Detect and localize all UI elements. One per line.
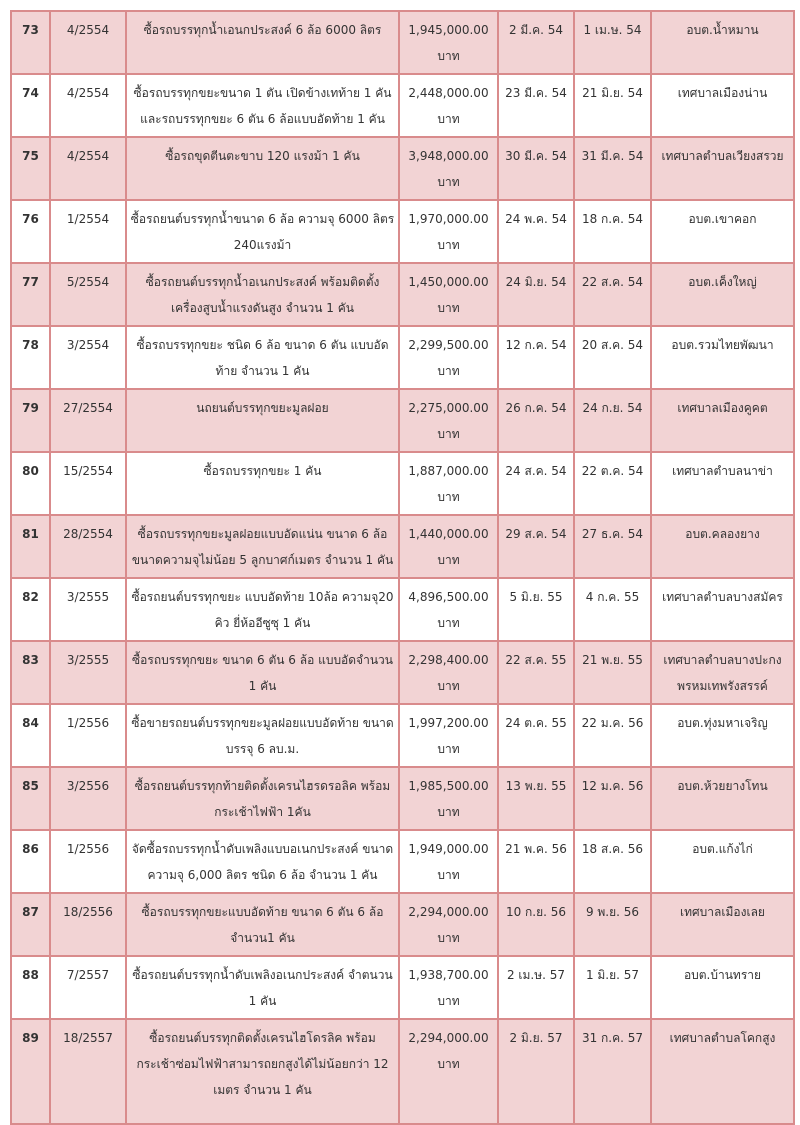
agency-name: เทศบาลเมืองคูคต bbox=[651, 389, 794, 452]
amount-value: 1,949,000.00 bbox=[408, 842, 489, 856]
contract-number: 4/2554 bbox=[50, 11, 126, 74]
amount bbox=[399, 704, 498, 767]
start-date: 2 มิ.ย. 57 bbox=[498, 1019, 574, 1124]
agency-name: อบต.บ้านทราย bbox=[651, 956, 794, 1019]
end-date: 1 เม.ษ. 54 bbox=[574, 11, 651, 74]
end-date: 1 มิ.ย. 57 bbox=[574, 956, 651, 1019]
start-date: 24 ต.ค. 55 bbox=[498, 704, 574, 767]
item-description: ซื้อรถยนต์บรรทุกติดตั้งเครนไฮโดรลิค พร้อมกระเช้าซ่อมไฟฟ้าสามารถยกสูงได้ไม่น้อยกว่า 12 เมตร จำนวน 1 คัน bbox=[126, 1019, 399, 1124]
amount-value: 1,887,000.00 bbox=[408, 464, 489, 478]
contract-number: 4/2554 bbox=[50, 137, 126, 200]
amount bbox=[399, 515, 498, 578]
contract-number: 1/2554 bbox=[50, 200, 126, 263]
amount-value: 2,294,000.00 bbox=[408, 905, 489, 919]
agency-name: อบต.รวมไทยพัฒนา bbox=[651, 326, 794, 389]
item-description: ซื้อรถบรรทุกน้ำเอนกประสงค์ 6 ล้อ 6000 ลิตร bbox=[126, 11, 399, 74]
amount-value: 2,448,000.00 bbox=[408, 86, 489, 100]
contract-number: 3/2554 bbox=[50, 326, 126, 389]
agency-name: อบต.คลองยาง bbox=[651, 515, 794, 578]
contract-number: 3/2555 bbox=[50, 578, 126, 641]
agency-name: เทศบาลตำบลบางปะกง พรหมเทพรังสรรค์ bbox=[651, 641, 794, 704]
end-date: 31 ก.ค. 57 bbox=[574, 1019, 651, 1124]
amount-currency: บาท bbox=[437, 112, 460, 126]
table-body bbox=[11, 11, 794, 1124]
row-number: 86 bbox=[11, 830, 50, 893]
item-description: ซื้อรถยนต์บรรทุกขยะ แบบอัดท้าย 10ล้อ ความจุ20 คิว ยี่ห้ออีซูซุ 1 คัน bbox=[126, 578, 399, 641]
row-number: 78 bbox=[11, 326, 50, 389]
amount-value: 2,294,000.00 bbox=[408, 1031, 489, 1045]
row-number: 77 bbox=[11, 263, 50, 326]
table-row bbox=[11, 137, 794, 200]
contract-number: 18/2556 bbox=[50, 893, 126, 956]
amount bbox=[399, 1019, 498, 1124]
amount bbox=[399, 578, 498, 641]
end-date: 9 พ.ย. 56 bbox=[574, 893, 651, 956]
procurement-table bbox=[10, 10, 795, 1125]
start-date: 23 มี.ค. 54 bbox=[498, 74, 574, 137]
item-description: ซื้อรถบรรทุกขยะแบบอัดท้าย ขนาด 6 ตัน 6 ล้อ จำนวน1 คัน bbox=[126, 893, 399, 956]
end-date: 21 พ.ย. 55 bbox=[574, 641, 651, 704]
amount-currency: บาท bbox=[437, 679, 460, 693]
item-description: ซื้อรถบรรทุกขยะมูลฝอยแบบอัดแน่น ขนาด 6 ล้อ ขนาดความจุไม่น้อย 5 ลูกบาศก์เมตร จำนวน 1 คัน bbox=[126, 515, 399, 578]
amount bbox=[399, 767, 498, 830]
amount-currency: บาท bbox=[437, 490, 460, 504]
row-number: 84 bbox=[11, 704, 50, 767]
agency-name: อบต.เขาคอก bbox=[651, 200, 794, 263]
item-description: ซื้อขายรถยนต์บรรทุกขยะมูลฝอยแบบอัดท้าย ขนาด บรรจุ 6 ลบ.ม. bbox=[126, 704, 399, 767]
start-date: 12 ก.ค. 54 bbox=[498, 326, 574, 389]
item-description: ซื้อรถบรรทุกขยะ ขนาด 6 ตัน 6 ล้อ แบบอัดจำนวน 1 คัน bbox=[126, 641, 399, 704]
table-row bbox=[11, 1019, 794, 1124]
table-row bbox=[11, 893, 794, 956]
start-date: 30 มี.ค. 54 bbox=[498, 137, 574, 200]
amount-currency: บาท bbox=[437, 427, 460, 441]
end-date: 18 ส.ค. 56 bbox=[574, 830, 651, 893]
table-row bbox=[11, 704, 794, 767]
table-row bbox=[11, 326, 794, 389]
amount-currency: บาท bbox=[437, 868, 460, 882]
amount-currency: บาท bbox=[437, 364, 460, 378]
item-description: ซื้อรถยนต์บรรทุกน้ำดับเพลิงอเนกประสงค์ จำตนวน 1 คัน bbox=[126, 956, 399, 1019]
start-date: 10 ก.ย. 56 bbox=[498, 893, 574, 956]
start-date: 24 พ.ค. 54 bbox=[498, 200, 574, 263]
amount bbox=[399, 830, 498, 893]
table-row bbox=[11, 767, 794, 830]
table-row bbox=[11, 452, 794, 515]
table-row bbox=[11, 11, 794, 74]
amount-currency: บาท bbox=[437, 238, 460, 252]
row-number: 79 bbox=[11, 389, 50, 452]
contract-number: 18/2557 bbox=[50, 1019, 126, 1124]
amount bbox=[399, 326, 498, 389]
table-row bbox=[11, 641, 794, 704]
row-number: 88 bbox=[11, 956, 50, 1019]
agency-name: เทศบาลเมืองเลย bbox=[651, 893, 794, 956]
row-number: 75 bbox=[11, 137, 50, 200]
end-date: 22 ม.ค. 56 bbox=[574, 704, 651, 767]
amount-currency: บาท bbox=[437, 1057, 460, 1071]
start-date: 5 มิ.ย. 55 bbox=[498, 578, 574, 641]
amount-currency: บาท bbox=[437, 742, 460, 756]
amount-value: 2,275,000.00 bbox=[408, 401, 489, 415]
start-date: 21 พ.ค. 56 bbox=[498, 830, 574, 893]
agency-name: อบต.เค็งใหญ่ bbox=[651, 263, 794, 326]
item-description: นถยนต์บรรทุกขยะมูลฝอย bbox=[126, 389, 399, 452]
contract-number: 28/2554 bbox=[50, 515, 126, 578]
contract-number: 27/2554 bbox=[50, 389, 126, 452]
amount-currency: บาท bbox=[437, 616, 460, 630]
table-row bbox=[11, 515, 794, 578]
amount-value: 2,299,500.00 bbox=[408, 338, 489, 352]
row-number: 74 bbox=[11, 74, 50, 137]
table-row bbox=[11, 263, 794, 326]
amount bbox=[399, 641, 498, 704]
agency-name: อบต.แก้งไก่ bbox=[651, 830, 794, 893]
amount-currency: บาท bbox=[437, 994, 460, 1008]
start-date: 26 ก.ค. 54 bbox=[498, 389, 574, 452]
amount-value: 1,450,000.00 bbox=[408, 275, 489, 289]
item-description: ซื้อรถยนต์บรรทุกน้ำอเนกประสงค์ พร้อมติดตั้งเครื่องสูบน้ำแรงดันสูง จำนวน 1 คัน bbox=[126, 263, 399, 326]
amount-value: 1,440,000.00 bbox=[408, 527, 489, 541]
amount bbox=[399, 74, 498, 137]
amount bbox=[399, 389, 498, 452]
row-number: 80 bbox=[11, 452, 50, 515]
end-date: 24 ก.ย. 54 bbox=[574, 389, 651, 452]
agency-name: เทศบาลตำบลโคกสูง bbox=[651, 1019, 794, 1124]
item-description: ซื้อรถบรรทุกขยะ ชนิด 6 ล้อ ขนาด 6 ตัน แบบอัดท้าย จำนวน 1 คัน bbox=[126, 326, 399, 389]
item-description: ซื้อรถยนต์บรรทุกท้ายติดตั้งเครนไฮรดรอลิค พร้อม กระเช้าไฟฟ้า 1คัน bbox=[126, 767, 399, 830]
amount-currency: บาท bbox=[437, 301, 460, 315]
end-date: 22 ต.ค. 54 bbox=[574, 452, 651, 515]
contract-number: 7/2557 bbox=[50, 956, 126, 1019]
table-row bbox=[11, 578, 794, 641]
end-date: 12 ม.ค. 56 bbox=[574, 767, 651, 830]
start-date: 22 ส.ค. 55 bbox=[498, 641, 574, 704]
amount-value: 1,970,000.00 bbox=[408, 212, 489, 226]
item-description: ซื้อรถบรรทุกขยะขนาด 1 ตัน เปิดข้างเทท้าย 1 คัน และรถบรรทุกขยะ 6 ตัน 6 ล้อแบบอัดท้าย 1 คัน bbox=[126, 74, 399, 137]
contract-number: 5/2554 bbox=[50, 263, 126, 326]
table-row bbox=[11, 74, 794, 137]
agency-name: เทศบาลตำบลบางสมัคร bbox=[651, 578, 794, 641]
start-date: 29 ส.ค. 54 bbox=[498, 515, 574, 578]
row-number: 73 bbox=[11, 11, 50, 74]
contract-number: 4/2554 bbox=[50, 74, 126, 137]
item-description: ซื้อรถขุดตีนตะขาบ 120 แรงม้า 1 คัน bbox=[126, 137, 399, 200]
row-number: 83 bbox=[11, 641, 50, 704]
amount bbox=[399, 137, 498, 200]
amount-currency: บาท bbox=[437, 805, 460, 819]
table-row bbox=[11, 956, 794, 1019]
agency-name: อบต.ห้วยยางโทน bbox=[651, 767, 794, 830]
start-date: 24 มิ.ย. 54 bbox=[498, 263, 574, 326]
end-date: 22 ส.ค. 54 bbox=[574, 263, 651, 326]
table-row bbox=[11, 200, 794, 263]
amount-value: 4,896,500.00 bbox=[408, 590, 489, 604]
end-date: 21 มิ.ย. 54 bbox=[574, 74, 651, 137]
amount bbox=[399, 956, 498, 1019]
amount bbox=[399, 11, 498, 74]
amount-currency: บาท bbox=[437, 49, 460, 63]
row-number: 82 bbox=[11, 578, 50, 641]
amount-currency: บาท bbox=[437, 175, 460, 189]
agency-name: อบต.น้ำหมาน bbox=[651, 11, 794, 74]
end-date: 27 ธ.ค. 54 bbox=[574, 515, 651, 578]
amount-value: 1,938,700.00 bbox=[408, 968, 489, 982]
row-number: 76 bbox=[11, 200, 50, 263]
agency-name: เทศบาลตำบลนาข่า bbox=[651, 452, 794, 515]
end-date: 18 ก.ค. 54 bbox=[574, 200, 651, 263]
amount bbox=[399, 893, 498, 956]
amount-value: 2,298,400.00 bbox=[408, 653, 489, 667]
amount-value: 1,985,500.00 bbox=[408, 779, 489, 793]
row-number: 85 bbox=[11, 767, 50, 830]
contract-number: 1/2556 bbox=[50, 704, 126, 767]
agency-name: เทศบาลตำบลเวียงสรวย bbox=[651, 137, 794, 200]
contract-number: 3/2555 bbox=[50, 641, 126, 704]
agency-name: เทศบาลเมืองน่าน bbox=[651, 74, 794, 137]
item-description: ซื้อรถบรรทุกขยะ 1 คัน bbox=[126, 452, 399, 515]
amount bbox=[399, 263, 498, 326]
end-date: 31 มี.ค. 54 bbox=[574, 137, 651, 200]
start-date: 2 มี.ค. 54 bbox=[498, 11, 574, 74]
amount-currency: บาท bbox=[437, 931, 460, 945]
contract-number: 15/2554 bbox=[50, 452, 126, 515]
end-date: 4 ก.ค. 55 bbox=[574, 578, 651, 641]
row-number: 87 bbox=[11, 893, 50, 956]
row-number: 81 bbox=[11, 515, 50, 578]
start-date: 2 เม.ษ. 57 bbox=[498, 956, 574, 1019]
end-date: 20 ส.ค. 54 bbox=[574, 326, 651, 389]
amount-value: 3,948,000.00 bbox=[408, 149, 489, 163]
table-row bbox=[11, 830, 794, 893]
contract-number: 1/2556 bbox=[50, 830, 126, 893]
amount bbox=[399, 200, 498, 263]
item-description: ซื้อรถยนต์บรรทุกน้ำขนาด 6 ล้อ ความจุ 6000 ลิตร 240แรงม้า bbox=[126, 200, 399, 263]
amount-value: 1,997,200.00 bbox=[408, 716, 489, 730]
amount-value: 1,945,000.00 bbox=[408, 23, 489, 37]
amount bbox=[399, 452, 498, 515]
item-description: จัดซื้อรถบรรทุกน้ำดับเพลิงแบบอเนกประสงค์ ขนาด ความจุ 6,000 ลิตร ชนิด 6 ล้อ จำนวน 1 คัน bbox=[126, 830, 399, 893]
row-number: 89 bbox=[11, 1019, 50, 1124]
contract-number: 3/2556 bbox=[50, 767, 126, 830]
table-row bbox=[11, 389, 794, 452]
start-date: 24 ส.ค. 54 bbox=[498, 452, 574, 515]
start-date: 13 พ.ย. 55 bbox=[498, 767, 574, 830]
agency-name: อบต.ทุ่งมหาเจริญ bbox=[651, 704, 794, 767]
amount-currency: บาท bbox=[437, 553, 460, 567]
